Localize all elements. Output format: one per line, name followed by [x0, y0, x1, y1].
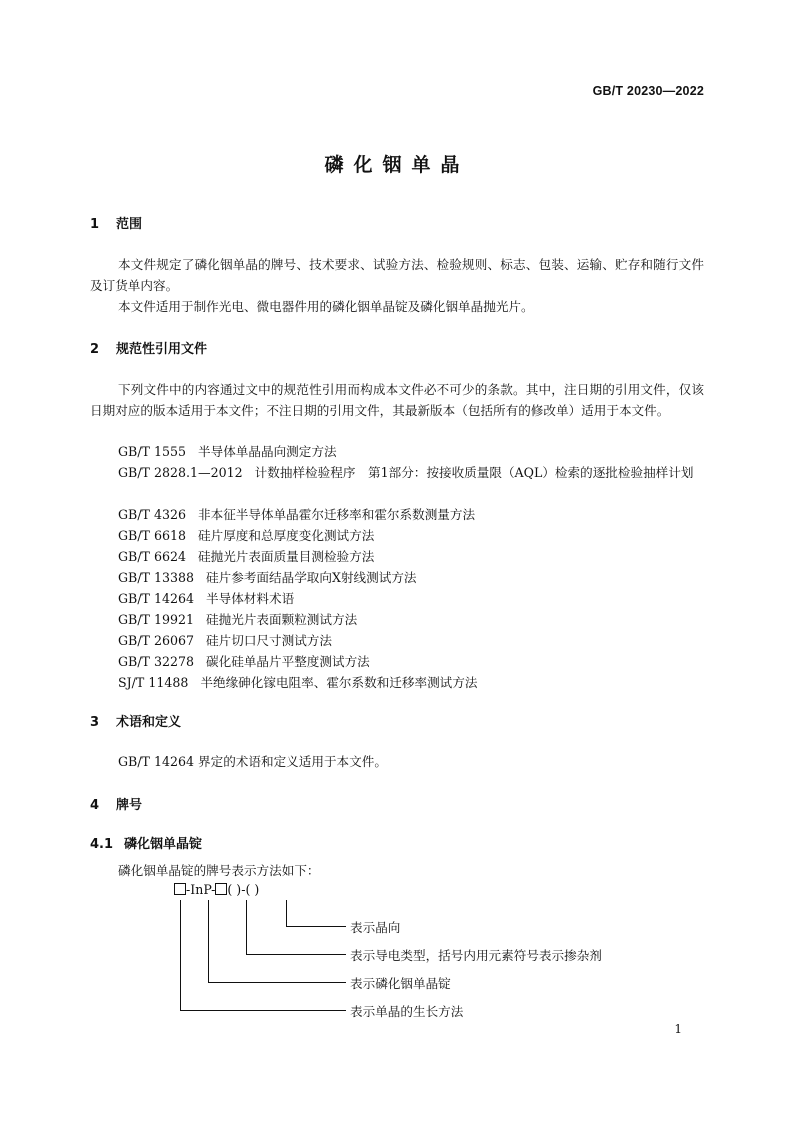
reference-title: 碳化硅单晶片平整度测试方法 — [206, 654, 370, 669]
paragraph: 下列文件中的内容通过文中的规范性引用而构成本文件必不可少的条款。其中，注日期的引用文件，仅该日期对应的版本适用于本文件；不注日期的引用文件，其最新版本（包括所有的修改单）适用于本文件。 — [90, 382, 704, 418]
grade-designation-diagram — [90, 878, 710, 1018]
reference-code: GB/T 14264 — [118, 591, 195, 606]
reference-item — [90, 588, 704, 609]
reference-title: 硅片厚度和总厚度变化测试方法 — [198, 528, 375, 543]
reference-title: 半绝缘砷化镓电阻率、霍尔系数和迁移率测试方法 — [200, 675, 478, 690]
reference-title: 硅抛光片表面质量目测检验方法 — [198, 549, 375, 564]
reference-code: GB/T 32278 — [118, 654, 195, 669]
reference-code: GB/T 4326 — [118, 507, 187, 522]
reference-item — [90, 504, 704, 525]
label-inp-ingot: 表示磷化铟单晶锭 — [350, 976, 451, 991]
section-title: 术语和定义 — [116, 715, 182, 730]
designation-parens: ( )-( ) — [227, 882, 260, 897]
reference-item — [90, 546, 704, 567]
reference-item — [90, 525, 704, 546]
leader-line — [208, 900, 209, 982]
section-number: 1 — [90, 217, 100, 232]
paragraph: 磷化铟单晶锭的牌号表示方法如下： — [118, 863, 320, 878]
reference-item — [90, 672, 704, 693]
reference-title: 硅片参考面结晶学取向X射线测试方法 — [206, 570, 417, 585]
designation-inp: -InP- — [186, 882, 216, 897]
reference-item — [90, 567, 704, 588]
reference-title: 非本征半导体单晶霍尔迁移率和霍尔系数测量方法 — [198, 507, 476, 522]
reference-title: 计数抽样检验程序 第1部分：按接收质量限（AQL）检索的逐批检验抽样计划 — [254, 465, 694, 480]
reference-code: GB/T 19921 — [118, 612, 195, 627]
reference-item — [90, 441, 704, 462]
section-title: 范围 — [116, 217, 143, 232]
section-number: 4 — [90, 798, 100, 813]
section-2-heading — [90, 338, 207, 357]
leader-line — [286, 900, 287, 926]
section-number: 2 — [90, 342, 100, 357]
leader-line — [246, 900, 247, 954]
reference-code: SJ/T 11488 — [118, 675, 189, 690]
reference-code: GB/T 6618 — [118, 528, 187, 543]
reference-code: GB/T 6624 — [118, 549, 187, 564]
section-title: 磷化铟单晶锭 — [124, 837, 203, 852]
reference-item — [90, 462, 704, 483]
label-orientation: 表示晶向 — [350, 920, 401, 935]
page-number: 1 — [674, 1022, 682, 1036]
section-title: 牌号 — [116, 798, 143, 813]
paragraph: 本文件适用于制作光电、微电器件用的磷化铟单晶锭及磷化铟单晶抛光片。 — [118, 299, 534, 314]
growth-method-box — [174, 883, 186, 895]
leader-line — [208, 982, 346, 983]
label-growth-method: 表示单晶的生长方法 — [350, 1004, 464, 1019]
standard-code: GB/T 20230—2022 — [592, 84, 704, 98]
paragraph: 本文件规定了磷化铟单晶的牌号、技术要求、试验方法、检验规则、标志、包装、运输、贮存和随行文件及订货单内容。 — [90, 257, 704, 293]
paragraph: GB/T 14264 界定的术语和定义适用于本文件。 — [118, 754, 387, 769]
reference-code: GB/T 1555 — [118, 444, 187, 459]
label-conductivity-type: 表示导电类型，括号内用元素符号表示掺杂剂 — [350, 948, 602, 963]
leader-line — [180, 1010, 346, 1011]
section-4-heading — [90, 794, 142, 813]
section-number: 4.1 — [90, 837, 114, 852]
reference-title: 硅抛光片表面颗粒测试方法 — [206, 612, 358, 627]
reference-code: GB/T 13388 — [118, 570, 195, 585]
conductivity-box — [215, 883, 227, 895]
reference-title: 硅片切口尺寸测试方法 — [206, 633, 332, 648]
reference-code: GB/T 2828.1—2012 — [118, 465, 243, 480]
leader-line — [286, 926, 346, 927]
section-number: 3 — [90, 715, 100, 730]
leader-line — [246, 954, 346, 955]
reference-item — [90, 609, 704, 630]
section-1-heading — [90, 213, 142, 232]
reference-item — [90, 630, 704, 651]
subsection-4-1-heading — [90, 833, 202, 852]
designation-pattern — [174, 882, 259, 897]
section-3-heading — [90, 711, 181, 730]
reference-item — [90, 651, 704, 672]
reference-title: 半导体材料术语 — [206, 591, 295, 606]
page-title: 磷化铟单晶 — [324, 154, 470, 176]
leader-line — [180, 900, 181, 1010]
reference-title: 半导体单晶晶向测定方法 — [198, 444, 337, 459]
section-title: 规范性引用文件 — [116, 342, 208, 357]
reference-code: GB/T 26067 — [118, 633, 195, 648]
